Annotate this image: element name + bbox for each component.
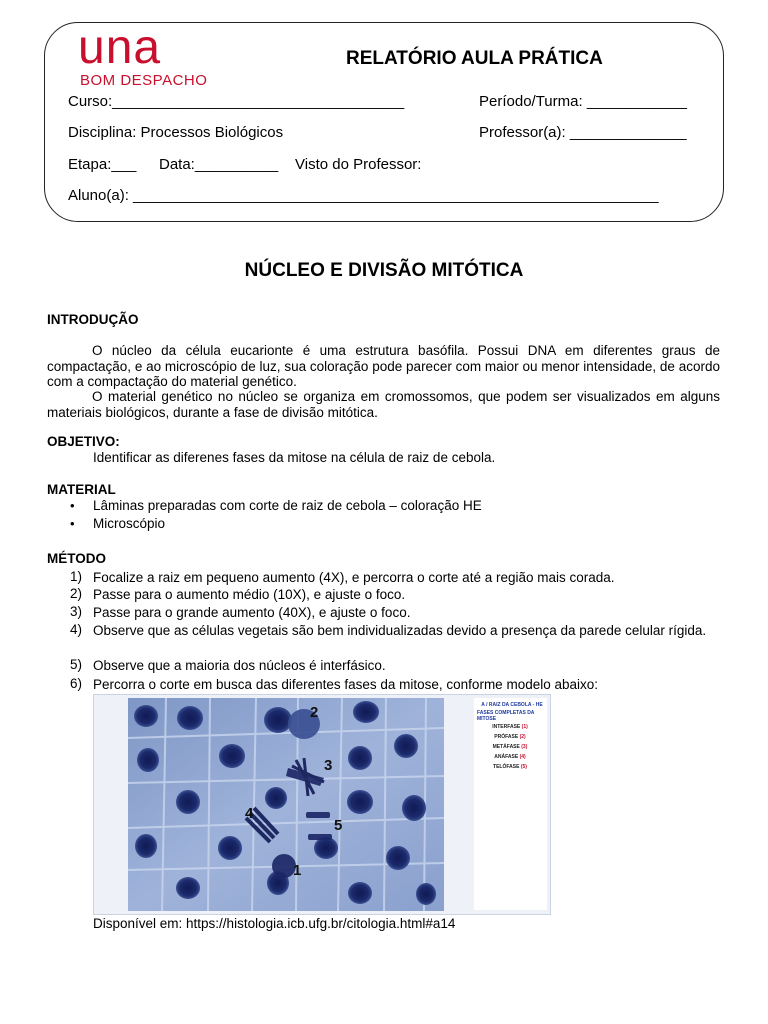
legend-title: A / RAIZ DA CEBOLA - HE [481,702,543,708]
phase-number: (1) [521,724,528,730]
step-number: 2) [70,586,83,601]
phase-name: PRÓFASE [494,734,519,740]
intro-text-2: O material genético no núcleo se organiza em cromossomos, que podem ser visualizados em alguns materiais biológicos, durante a fase de divisão mitótica. [47,389,720,420]
mitosis-figure [93,694,551,915]
step-number: 6) [70,676,83,691]
figure-label: 1 [293,862,302,879]
step-number: 1) [70,569,83,584]
intro-heading: INTRODUÇÃO [47,312,139,327]
intro-text-1: O núcleo da célula eucarionte é uma estrutura basófila. Possui DNA em diferentes graus de compactação, e ao microscópio de luz, sua coloração pode parecer com maior ou menor intensidade, de acordo com a compactação do material genético. [47,343,720,389]
step-text: Passe para o aumento médio (10X), e ajuste o foco. [93,587,406,602]
bullet-icon: • [70,498,75,513]
step-number: 3) [70,604,83,619]
phase-name: TELÓFASE [493,764,520,770]
logo-brand: una [78,21,162,74]
micrograph-image [128,698,444,911]
legend-subtitle: FASES COMPLETAS DA MITOSE [477,710,535,722]
step-number: 5) [70,657,83,672]
material-item: Microscópio [93,516,166,531]
logo-subtitle: BOM DESPACHO [80,72,208,89]
figure-label: 2 [310,704,319,721]
phase-legend-panel [474,698,547,910]
curso-field: Curso:___________________________________ [68,93,405,110]
aluno-field: Aluno(a): _______________________________________________________________ [68,187,659,204]
method-heading: MÉTODO [47,551,107,566]
phase-number: (3) [521,744,528,750]
step-text: Passe para o grande aumento (40X), e ajuste o foco. [93,605,411,620]
phase-number: (2) [519,734,526,740]
objective-heading: OBJETIVO: [47,434,120,449]
phase-name: ANÁFASE [494,754,519,760]
visto-field: Visto do Professor: [295,156,422,173]
phase-name: METÁFASE [492,744,520,750]
bullet-icon: • [70,516,75,531]
legend-phase [478,764,542,770]
phase-number: (5) [520,764,527,770]
una-logo [78,21,258,94]
step-text: Percorra o corte em busca das diferentes fases da mitose, conforme modelo abaixo: [93,677,599,692]
figure-caption: Disponível em: https://histologia.icb.ufg.br/citologia.html#a14 [93,916,456,931]
step-text: Observe que a maioria dos núcleos é interfásico. [93,658,386,673]
periodo-field: Período/Turma: ____________ [479,93,687,110]
material-item: Lâminas preparadas com corte de raiz de cebola – coloração HE [93,498,482,513]
step-text: Focalize a raiz em pequeno aumento (4X), e percorra o corte até a região mais corada. [93,570,615,585]
disciplina-field: Disciplina: Processos Biológicos [68,124,284,141]
figure-label: 5 [334,817,343,834]
data-field: Data:__________ [159,156,279,173]
report-title: RELATÓRIO AULA PRÁTICA [346,48,603,69]
step-text: Observe que as células vegetais são bem individualizadas devido a presença da parede celular rígida. [93,623,707,638]
phase-name: INTERFASE [492,724,521,730]
document-title: NÚCLEO E DIVISÃO MITÓTICA [244,260,524,281]
objective-text: Identificar as diferenes fases da mitose na célula de raiz de cebola. [93,450,496,465]
intro-paragraph-2 [47,389,720,420]
intro-paragraph-1 [47,343,720,390]
legend-phase [478,724,542,730]
step-number: 4) [70,622,83,637]
legend-phase [478,744,542,750]
legend-phase [478,754,542,760]
figure-label: 4 [245,805,254,822]
phase-number: (4) [519,754,526,760]
etapa-field: Etapa:___ [68,156,137,173]
legend-phase [478,734,542,740]
material-heading: MATERIAL [47,482,116,497]
figure-label: 3 [324,757,333,774]
professor-field: Professor(a): ______________ [479,124,687,141]
